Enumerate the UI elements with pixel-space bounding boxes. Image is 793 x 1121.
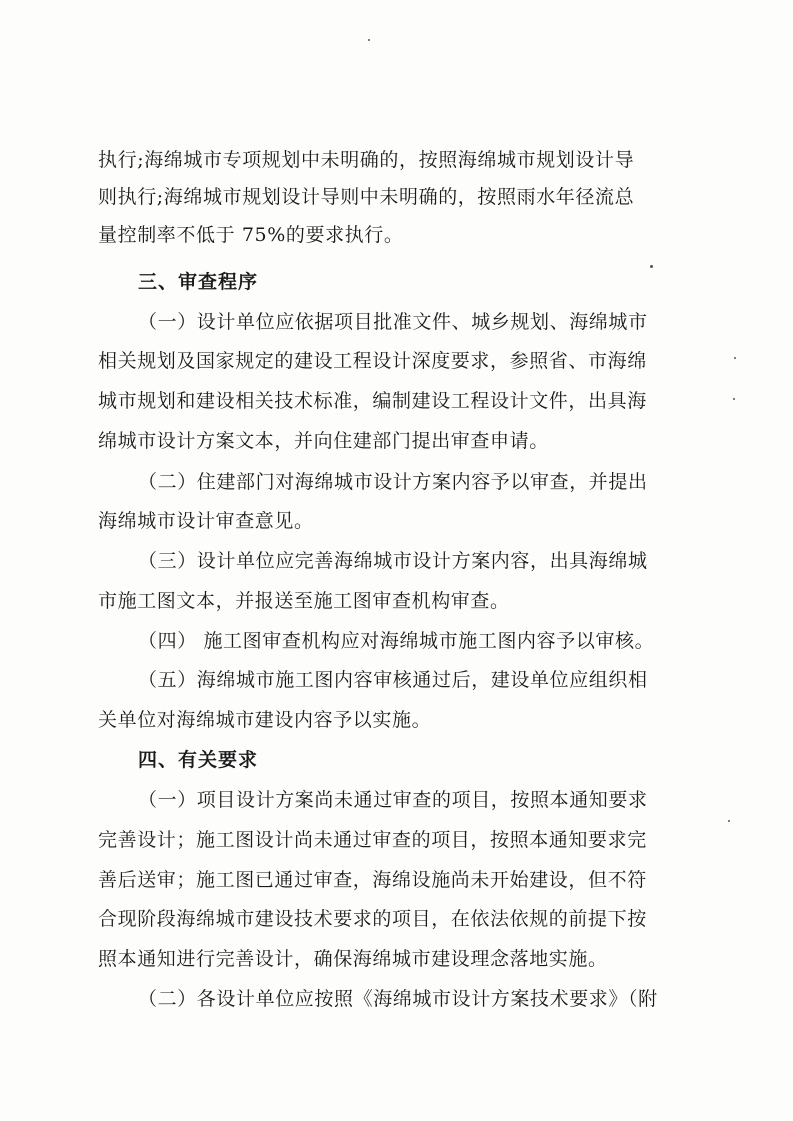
- paragraph-6-line-4: 合现阶段海绵城市建设技术要求的项目，在依法依规的前提下按: [98, 908, 647, 930]
- section-heading-requirements: 四、有关要求: [138, 749, 259, 771]
- paragraph-1-line-3: 城市规划和建设相关技术标准，编制建设工程设计文件，出具海: [98, 390, 647, 412]
- paragraph-1-line-1: （一）设计单位应依据项目批准文件、城乡规划、海绵城市: [138, 311, 648, 333]
- paragraph-5-line-1: （五）海绵城市施工图内容审核通过后，建设单位应组织相: [138, 669, 648, 691]
- paragraph-3-line-1: （三）设计单位应完善海绵城市设计方案内容，出具海绵城: [138, 550, 648, 572]
- scan-speck: [728, 820, 730, 822]
- paragraph-3-line-2: 市施工图文本，并报送至施工图审查机构审查。: [98, 590, 510, 612]
- text-line-1: 执行;海绵城市专项规划中未明确的，按照海绵城市规划设计导: [98, 149, 635, 171]
- paragraph-6-line-3: 善后送审；施工图已通过审查，海绵设施尚未开始建设，但不符: [98, 869, 647, 891]
- paragraph-1-line-4: 绵城市设计方案文本，并向住建部门提出审查申请。: [98, 430, 549, 452]
- paragraph-5-line-2: 关单位对海绵城市建设内容予以实施。: [98, 709, 432, 731]
- scan-speck: [650, 265, 653, 268]
- scan-speck: [733, 398, 735, 400]
- text-line-2: 则执行;海绵城市规划设计导则中未明确的，按照雨水年径流总: [98, 186, 635, 208]
- paragraph-7-line-1: （二）各设计单位应按照《海绵城市设计方案技术要求》（附: [138, 988, 658, 1010]
- paragraph-6-line-1: （一）项目设计方案尚未通过审查的项目，按照本通知要求: [138, 789, 648, 811]
- paragraph-6-line-2: 完善设计；施工图设计尚未通过审查的项目，按照本通知要求完: [98, 829, 647, 851]
- paragraph-2-line-2: 海绵城市设计审查意见。: [98, 510, 314, 532]
- section-heading-review-procedure: 三、审查程序: [138, 271, 259, 293]
- scan-speck: [734, 357, 736, 359]
- paragraph-4-line-1: （四） 施工图审查机构应对海绵城市施工图内容予以审核。: [138, 630, 655, 652]
- paragraph-2-line-1: （二）住建部门对海绵城市设计方案内容予以审查，并提出: [138, 471, 648, 493]
- paragraph-6-line-5: 照本通知进行完善设计，确保海绵城市建设理念落地实施。: [98, 948, 608, 970]
- text-line-3: 量控制率不低于 75%的要求执行。: [98, 224, 404, 246]
- paragraph-1-line-2: 相关规划及国家规定的建设工程设计深度要求，参照省、市海绵: [98, 350, 647, 372]
- scan-speck: [368, 39, 370, 41]
